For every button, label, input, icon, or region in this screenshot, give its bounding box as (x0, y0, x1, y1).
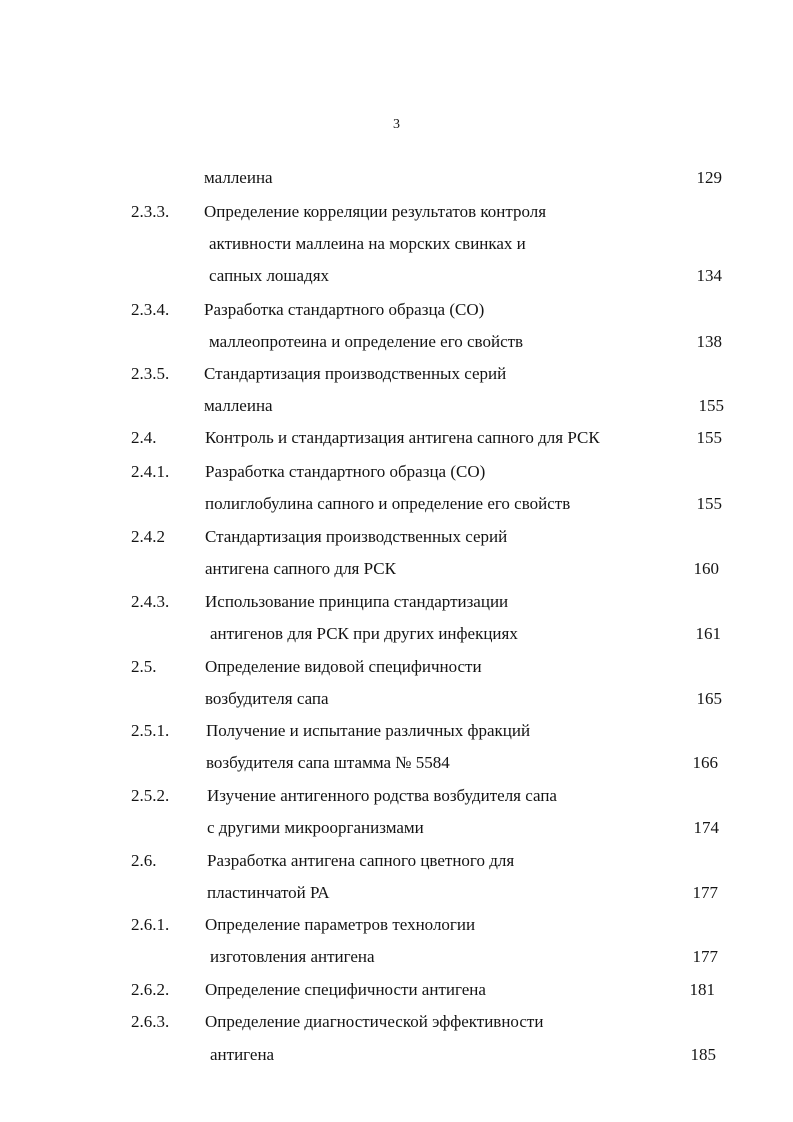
toc-line (0, 913, 793, 937)
toc-line (0, 881, 793, 905)
toc-section-number: 2.6.1. (131, 915, 170, 934)
toc-page-number: 181 (689, 980, 715, 999)
toc-entry-text: изготовления антигена (210, 947, 375, 966)
toc-entry-text: маллеина (204, 168, 273, 187)
toc-line (0, 816, 793, 840)
toc-section-number: 2.5. (131, 657, 157, 676)
toc-line (0, 849, 793, 873)
toc-page-number: 138 (696, 332, 722, 351)
toc-line (0, 264, 793, 288)
toc-entry-text: маллеопротеина и определение его свойств (209, 332, 524, 351)
toc-line (0, 687, 793, 711)
toc-entry-text: маллеина (204, 396, 273, 415)
toc-entry-text: Стандартизация производственных серий (205, 527, 508, 546)
toc-line (0, 1043, 793, 1067)
toc-line (0, 719, 793, 743)
toc-page-number: 177 (692, 883, 718, 902)
toc-entry-text: Изучение антигенного родства возбудителя сапа (207, 786, 557, 805)
toc-section-number: 2.3.4. (131, 300, 170, 319)
toc-line (0, 166, 793, 190)
toc-entry-text: антигена (210, 1045, 275, 1064)
toc-entry-text: Получение и испытание различных фракций (206, 721, 531, 740)
toc-entry-text: пластинчатой РА (207, 883, 330, 902)
toc-page-number: 165 (696, 689, 722, 708)
toc-page-number: 185 (690, 1045, 716, 1064)
toc-entry-text: Разработка стандартного образца (СО) (204, 300, 485, 319)
toc-entry-text: Стандартизация производственных серий (204, 364, 507, 383)
toc-line (0, 945, 793, 969)
toc-page-number: 174 (693, 818, 719, 837)
toc-section-number: 2.3.5. (131, 364, 170, 383)
toc-section-number: 2.4. (131, 428, 157, 447)
toc-line (0, 426, 793, 450)
toc-line (0, 460, 793, 484)
toc-line (0, 298, 793, 322)
toc-entry-text: Разработка антигена сапного цветного для (207, 851, 515, 870)
toc-entry-text: активности маллеина на морских свинках и (209, 234, 526, 253)
toc-line (0, 622, 793, 646)
toc-page-number: 161 (695, 624, 721, 643)
toc-line (0, 978, 793, 1002)
toc-entry-text: возбудителя сапа штамма № 5584 (206, 753, 450, 772)
toc-page-number: 177 (692, 947, 718, 966)
toc-section-number: 2.3.3. (131, 202, 170, 221)
toc-entry-text: Разработка стандартного образца (СО) (205, 462, 486, 481)
toc-page-number: 134 (696, 266, 722, 285)
toc-entry-text: антигенов для РСК при других инфекциях (210, 624, 518, 643)
toc-page-number: 166 (692, 753, 718, 772)
toc-page-number: 155 (698, 396, 724, 415)
toc-section-number: 2.4.1. (131, 462, 170, 481)
toc-line (0, 394, 793, 418)
toc-entry-text: антигена сапного для РСК (205, 559, 396, 578)
toc-section-number: 2.4.3. (131, 592, 170, 611)
toc-line (0, 492, 793, 516)
toc-line (0, 362, 793, 386)
toc-section-number: 2.6.2. (131, 980, 170, 999)
toc-section-number: 2.6.3. (131, 1012, 170, 1031)
toc-line (0, 590, 793, 614)
toc-line (0, 525, 793, 549)
toc-section-number: 2.5.1. (131, 721, 170, 740)
toc-line (0, 784, 793, 808)
toc-line (0, 200, 793, 224)
toc-line (0, 751, 793, 775)
toc-line (0, 1010, 793, 1034)
toc-page-number: 155 (696, 428, 722, 447)
toc-entry-text: Определение специфичности антигена (205, 980, 486, 999)
toc-entry-text: сапных лошадях (209, 266, 330, 285)
toc-entry-text: Использование принципа стандартизации (205, 592, 509, 611)
toc-section-number: 2.5.2. (131, 786, 170, 805)
toc-page-number: 160 (693, 559, 719, 578)
toc-page-number: 129 (696, 168, 722, 187)
toc-entry-text: Определение видовой специфичности (205, 657, 482, 676)
toc-entry-text: Определение параметров технологии (205, 915, 476, 934)
toc-entry-text: возбудителя сапа (205, 689, 329, 708)
toc-entry-text: Определение корреляции результатов контроля (204, 202, 547, 221)
toc-section-number: 2.4.2 (131, 527, 165, 546)
toc-line (0, 655, 793, 679)
page-number: 3 (393, 117, 400, 132)
toc-line (0, 557, 793, 581)
toc-page-number: 155 (696, 494, 722, 513)
toc-entry-text: Контроль и стандартизация антигена сапного для РСК (205, 428, 600, 447)
toc-entry-text: Определение диагностической эффективности (205, 1012, 544, 1031)
toc-entry-text: полиглобулина сапного и определение его свойств (205, 494, 571, 513)
toc-line (0, 330, 793, 354)
toc-section-number: 2.6. (131, 851, 157, 870)
toc-entry-text: с другими микроорганизмами (207, 818, 424, 837)
toc-line (0, 232, 793, 256)
